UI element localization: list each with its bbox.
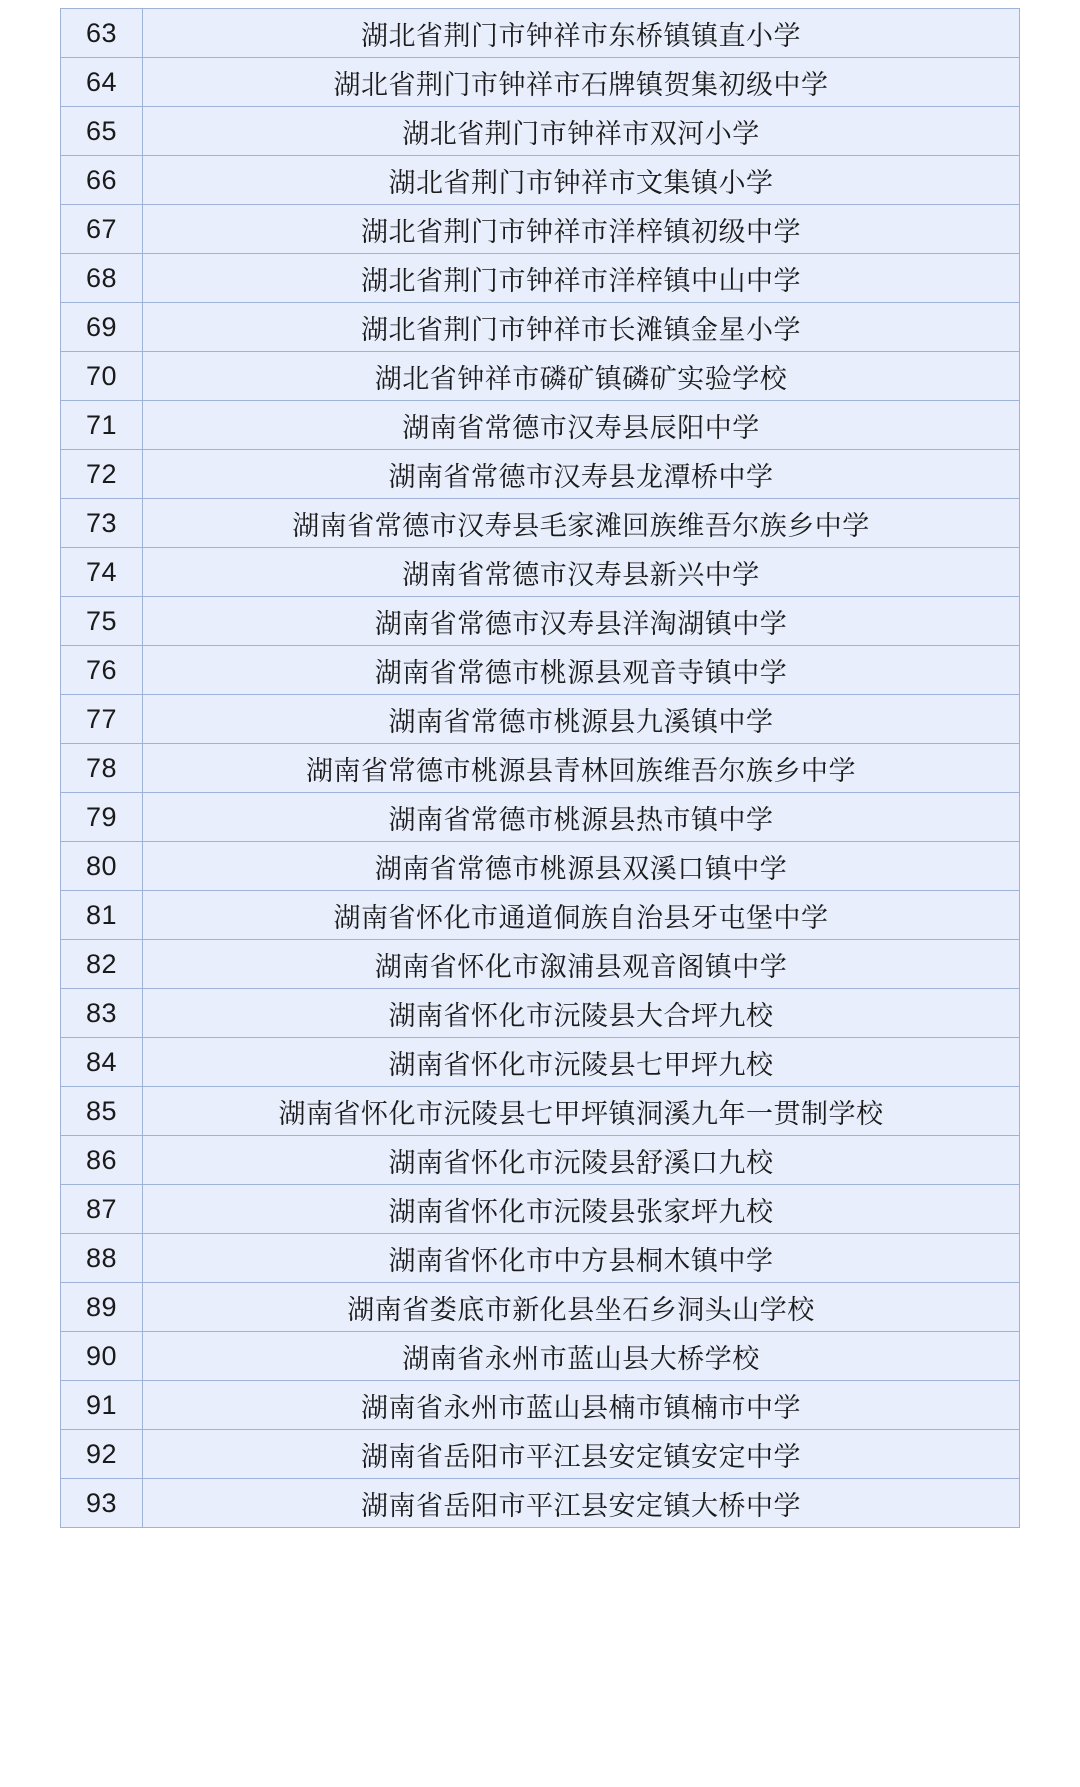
school-name-cell: 湖南省怀化市沅陵县七甲坪镇洞溪九年一贯制学校 <box>143 1087 1020 1136</box>
table-row <box>61 1234 1020 1283</box>
school-name-cell: 湖北省荆门市钟祥市双河小学 <box>143 107 1020 156</box>
row-index-cell: 90 <box>61 1332 143 1381</box>
row-index-cell: 86 <box>61 1136 143 1185</box>
school-name-cell: 湖南省常德市汉寿县毛家滩回族维吾尔族乡中学 <box>143 499 1020 548</box>
school-name-cell: 湖南省常德市汉寿县辰阳中学 <box>143 401 1020 450</box>
table-row <box>61 793 1020 842</box>
table-row <box>61 940 1020 989</box>
row-index-cell: 93 <box>61 1479 143 1528</box>
table-row <box>61 9 1020 58</box>
row-index-cell: 70 <box>61 352 143 401</box>
table-row <box>61 989 1020 1038</box>
school-name-cell: 湖北省荆门市钟祥市文集镇小学 <box>143 156 1020 205</box>
school-name-cell: 湖南省岳阳市平江县安定镇大桥中学 <box>143 1479 1020 1528</box>
table-row <box>61 107 1020 156</box>
school-name-cell: 湖南省怀化市溆浦县观音阁镇中学 <box>143 940 1020 989</box>
row-index-cell: 72 <box>61 450 143 499</box>
school-name-cell: 湖北省荆门市钟祥市长滩镇金星小学 <box>143 303 1020 352</box>
row-index-cell: 89 <box>61 1283 143 1332</box>
table-row <box>61 254 1020 303</box>
row-index-cell: 65 <box>61 107 143 156</box>
school-name-cell: 湖南省怀化市中方县桐木镇中学 <box>143 1234 1020 1283</box>
row-index-cell: 67 <box>61 205 143 254</box>
table-row <box>61 58 1020 107</box>
table-row <box>61 548 1020 597</box>
table-row <box>61 205 1020 254</box>
row-index-cell: 81 <box>61 891 143 940</box>
school-name-cell: 湖南省怀化市沅陵县舒溪口九校 <box>143 1136 1020 1185</box>
table-row <box>61 695 1020 744</box>
table-row <box>61 499 1020 548</box>
row-index-cell: 74 <box>61 548 143 597</box>
row-index-cell: 87 <box>61 1185 143 1234</box>
school-name-cell: 湖南省常德市桃源县观音寺镇中学 <box>143 646 1020 695</box>
row-index-cell: 63 <box>61 9 143 58</box>
school-name-cell: 湖北省钟祥市磷矿镇磷矿实验学校 <box>143 352 1020 401</box>
row-index-cell: 66 <box>61 156 143 205</box>
row-index-cell: 80 <box>61 842 143 891</box>
table-row <box>61 1185 1020 1234</box>
school-name-cell: 湖南省常德市汉寿县洋淘湖镇中学 <box>143 597 1020 646</box>
table-row <box>61 1430 1020 1479</box>
school-name-cell: 湖北省荆门市钟祥市洋梓镇初级中学 <box>143 205 1020 254</box>
school-name-cell: 湖南省怀化市沅陵县张家坪九校 <box>143 1185 1020 1234</box>
table-row <box>61 1381 1020 1430</box>
row-index-cell: 84 <box>61 1038 143 1087</box>
school-name-cell: 湖南省永州市蓝山县楠市镇楠市中学 <box>143 1381 1020 1430</box>
table-row <box>61 450 1020 499</box>
table-row <box>61 597 1020 646</box>
table-row <box>61 303 1020 352</box>
row-index-cell: 91 <box>61 1381 143 1430</box>
row-index-cell: 83 <box>61 989 143 1038</box>
row-index-cell: 68 <box>61 254 143 303</box>
row-index-cell: 73 <box>61 499 143 548</box>
table-row <box>61 1332 1020 1381</box>
row-index-cell: 64 <box>61 58 143 107</box>
school-name-cell: 湖北省荆门市钟祥市石牌镇贺集初级中学 <box>143 58 1020 107</box>
table-row <box>61 891 1020 940</box>
row-index-cell: 82 <box>61 940 143 989</box>
school-name-cell: 湖南省常德市汉寿县新兴中学 <box>143 548 1020 597</box>
school-name-cell: 湖北省荆门市钟祥市东桥镇镇直小学 <box>143 9 1020 58</box>
table-body <box>61 9 1020 1528</box>
table-row <box>61 1136 1020 1185</box>
row-index-cell: 92 <box>61 1430 143 1479</box>
school-name-cell: 湖南省常德市桃源县双溪口镇中学 <box>143 842 1020 891</box>
table-row <box>61 352 1020 401</box>
row-index-cell: 88 <box>61 1234 143 1283</box>
table-row <box>61 156 1020 205</box>
school-name-cell: 湖南省岳阳市平江县安定镇安定中学 <box>143 1430 1020 1479</box>
row-index-cell: 76 <box>61 646 143 695</box>
school-list-table <box>60 8 1020 1528</box>
school-name-cell: 湖南省怀化市沅陵县七甲坪九校 <box>143 1038 1020 1087</box>
table-row <box>61 1479 1020 1528</box>
school-name-cell: 湖南省永州市蓝山县大桥学校 <box>143 1332 1020 1381</box>
table-row <box>61 1038 1020 1087</box>
row-index-cell: 85 <box>61 1087 143 1136</box>
school-name-cell: 湖南省常德市桃源县青林回族维吾尔族乡中学 <box>143 744 1020 793</box>
row-index-cell: 77 <box>61 695 143 744</box>
table-row <box>61 646 1020 695</box>
school-name-cell: 湖南省娄底市新化县坐石乡洞头山学校 <box>143 1283 1020 1332</box>
table-row <box>61 1283 1020 1332</box>
table-row <box>61 1087 1020 1136</box>
table-row <box>61 744 1020 793</box>
school-name-cell: 湖南省常德市汉寿县龙潭桥中学 <box>143 450 1020 499</box>
school-name-cell: 湖南省常德市桃源县九溪镇中学 <box>143 695 1020 744</box>
row-index-cell: 75 <box>61 597 143 646</box>
row-index-cell: 79 <box>61 793 143 842</box>
school-name-cell: 湖南省常德市桃源县热市镇中学 <box>143 793 1020 842</box>
row-index-cell: 78 <box>61 744 143 793</box>
school-name-cell: 湖南省怀化市沅陵县大合坪九校 <box>143 989 1020 1038</box>
row-index-cell: 69 <box>61 303 143 352</box>
row-index-cell: 71 <box>61 401 143 450</box>
school-name-cell: 湖北省荆门市钟祥市洋梓镇中山中学 <box>143 254 1020 303</box>
table-row <box>61 401 1020 450</box>
table-row <box>61 842 1020 891</box>
school-name-cell: 湖南省怀化市通道侗族自治县牙屯堡中学 <box>143 891 1020 940</box>
